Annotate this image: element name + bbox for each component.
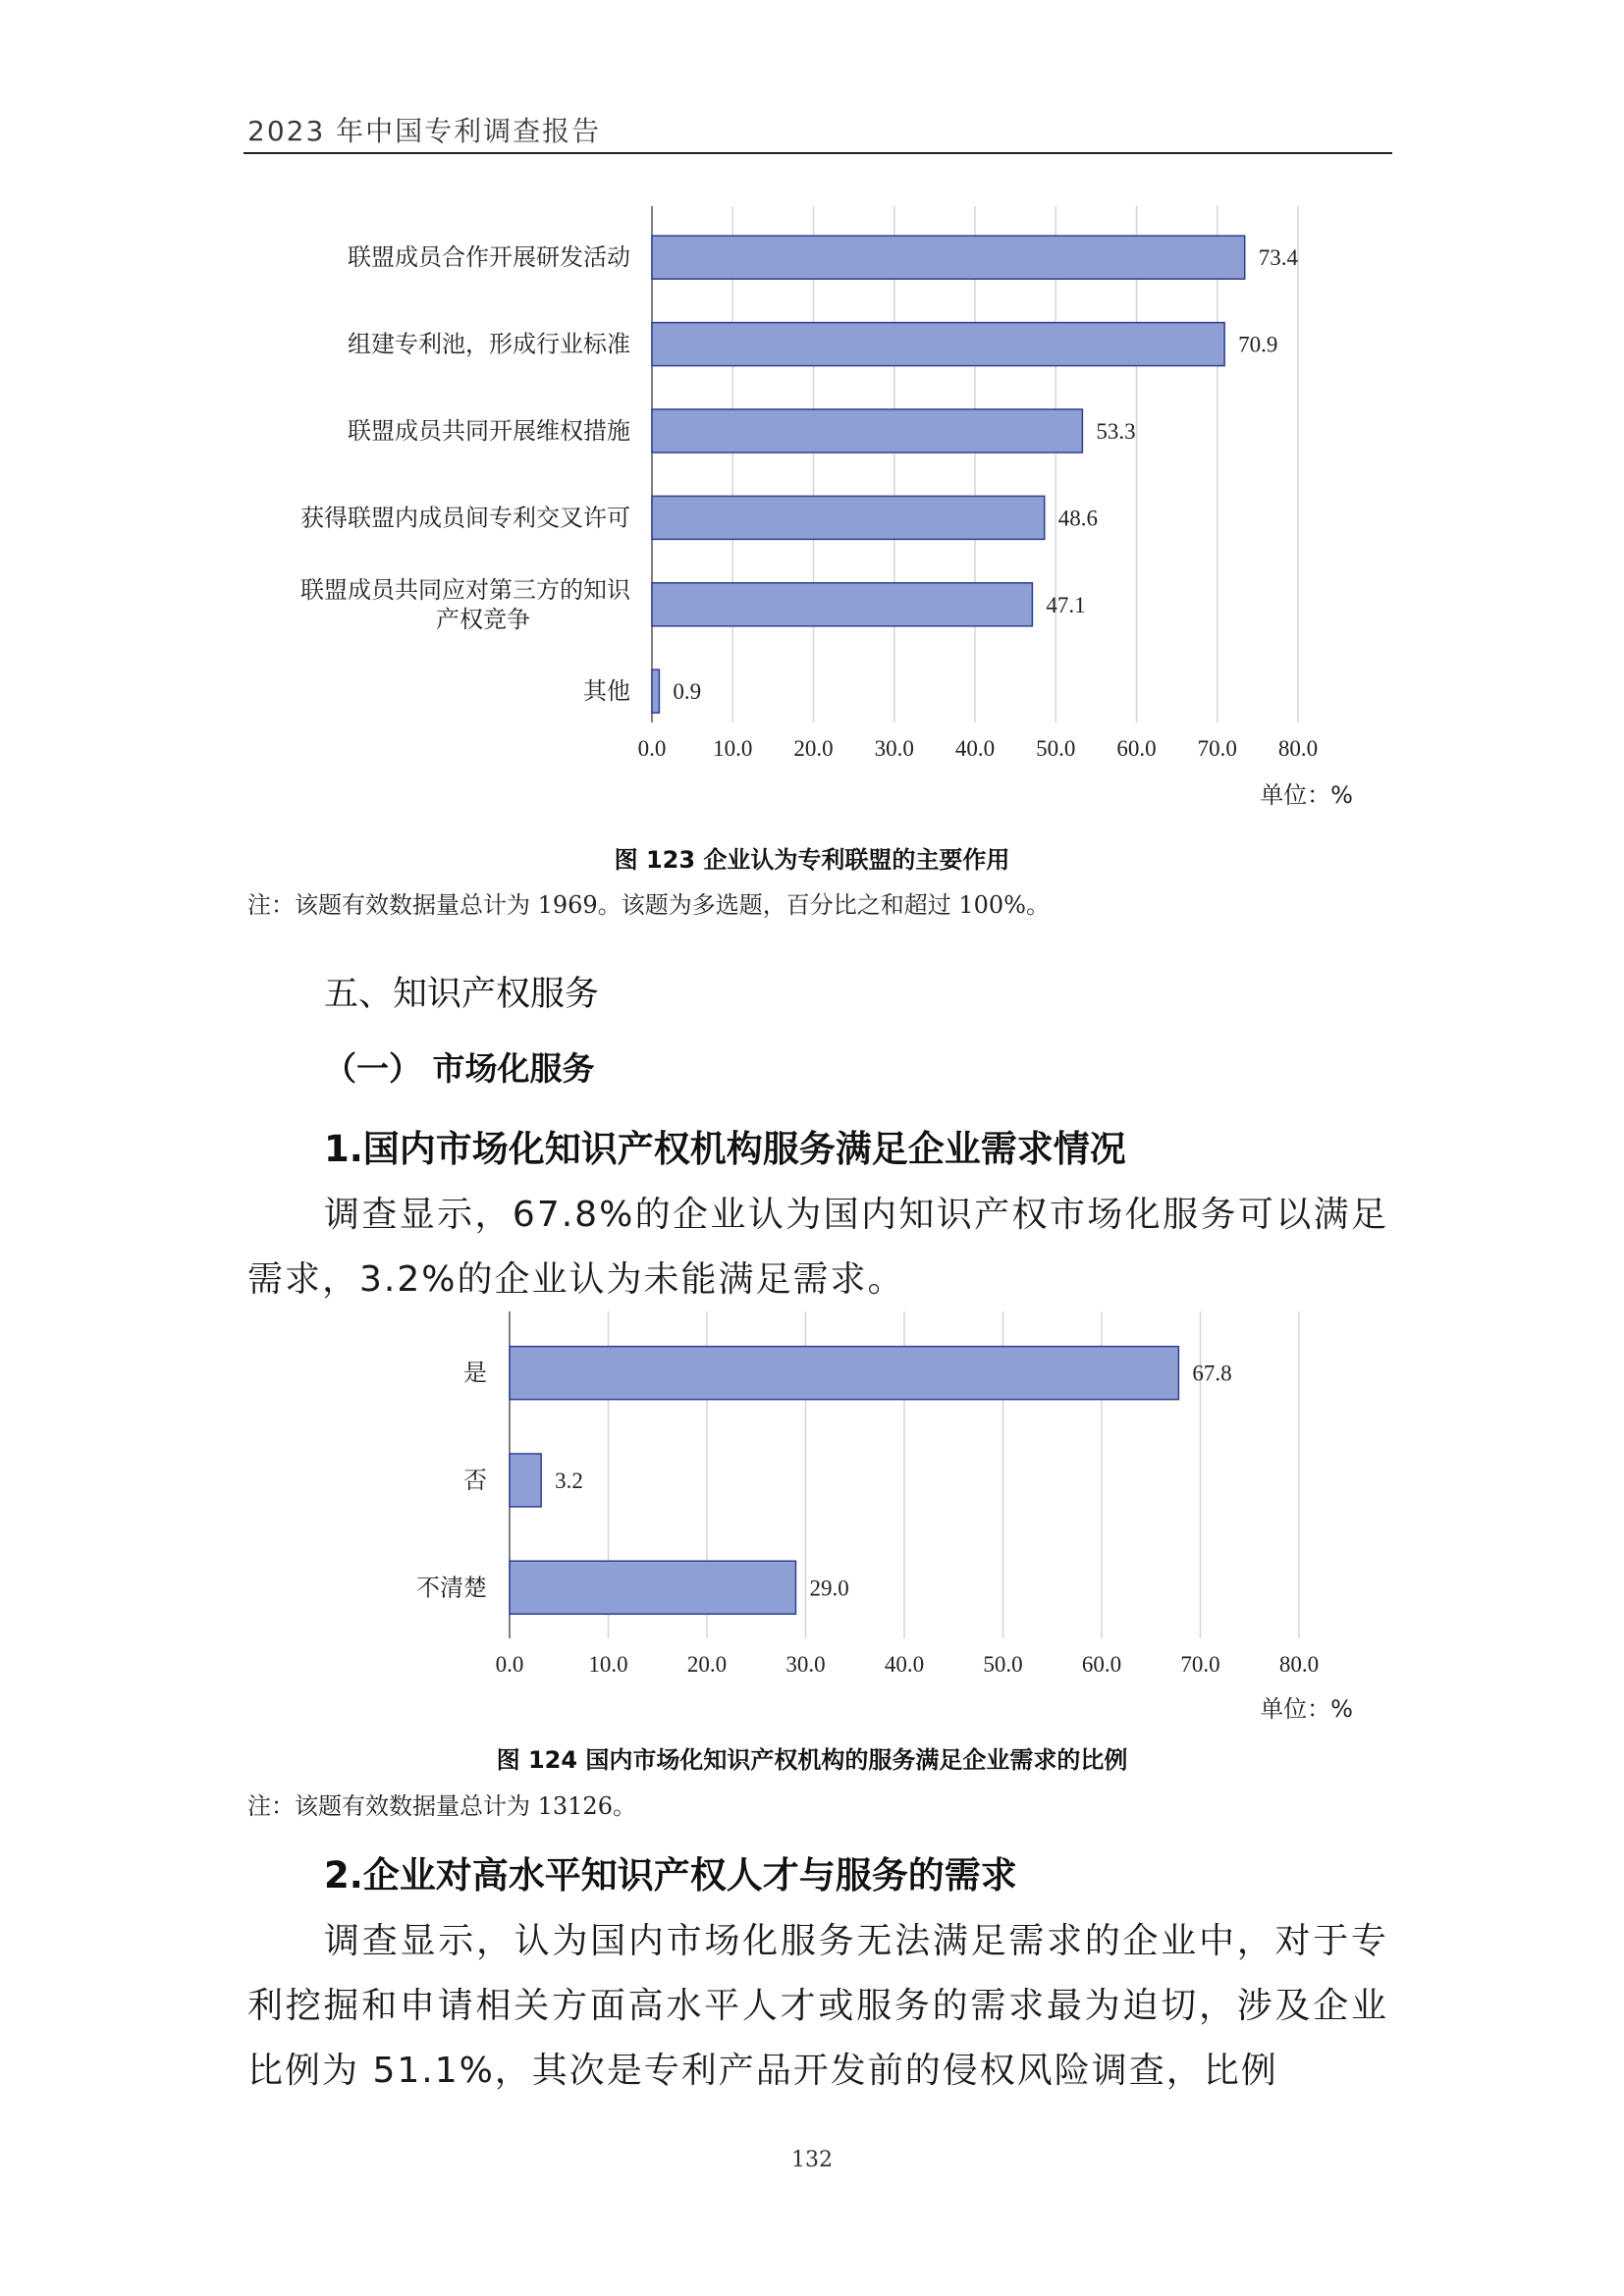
bar <box>652 323 1224 366</box>
data-label: 67.8 <box>1192 1361 1232 1386</box>
unit-label: 单位：% <box>1260 781 1353 809</box>
bar <box>652 496 1045 539</box>
figure-caption-124: 图 124 国内市场化知识产权机构的服务满足企业需求的比例 <box>496 1746 1128 1774</box>
data-label: 3.2 <box>555 1468 583 1493</box>
data-label: 70.9 <box>1238 332 1278 357</box>
x-tick-label: 60.0 <box>1081 1652 1122 1677</box>
bar <box>652 669 659 713</box>
x-tick-label: 40.0 <box>954 736 996 761</box>
data-label: 73.4 <box>1258 245 1298 271</box>
category-label: 联盟成员合作开展研发活动 <box>348 243 630 272</box>
category-label: 是 <box>463 1359 487 1387</box>
bar <box>510 1561 795 1614</box>
x-tick-label: 0.0 <box>637 736 667 761</box>
section-heading: 五、知识产权服务 <box>324 975 600 1014</box>
x-tick-label: 30.0 <box>874 736 914 761</box>
bar <box>652 583 1032 626</box>
figure-note-124: 注：该题有效数据量总计为 13126。 <box>247 1792 636 1820</box>
item2-paragraph: 调查显示，认为国内市场化服务无法满足需求的企业中，对于专利挖掘和申请相关方面高水平人才或服务的需求最为迫切，涉及企业比例为 51.1%，其次是专利产品开发前的侵权风险调查，比例 <box>247 1921 1388 2091</box>
x-tick-label: 70.0 <box>1180 1652 1220 1677</box>
category-label: 其他 <box>583 677 630 706</box>
x-tick-label: 10.0 <box>588 1652 628 1677</box>
x-tick-label: 50.0 <box>1036 736 1076 761</box>
category-label: 获得联盟内成员间专利交叉许可 <box>300 504 630 532</box>
category-label: 不清楚 <box>416 1574 487 1602</box>
figure-note-123: 注：该题有效数据量总计为 1969。该题为多选题，百分比之和超过 100%。 <box>247 891 1050 919</box>
category-label: 联盟成员共同开展维权措施 <box>348 417 630 445</box>
x-tick-label: 0.0 <box>495 1652 524 1677</box>
item2-heading: 2.企业对高水平知识产权人才与服务的需求 <box>324 1854 1017 1896</box>
data-label: 29.0 <box>809 1575 849 1601</box>
x-tick-label: 70.0 <box>1197 736 1237 761</box>
x-tick-label: 80.0 <box>1277 736 1319 761</box>
chart-1-group <box>300 206 1353 809</box>
x-tick-label: 10.0 <box>713 736 753 761</box>
data-label: 47.1 <box>1046 592 1086 617</box>
item1-heading: 1.国内市场化知识产权机构服务满足企业需求情况 <box>324 1128 1126 1170</box>
category-label: 联盟成员共同应对第三方的知识 <box>300 575 630 604</box>
x-tick-label: 80.0 <box>1278 1652 1320 1677</box>
x-tick-label: 30.0 <box>785 1652 826 1677</box>
item1-paragraph: 调查显示，67.8%的企业认为国内知识产权市场化服务可以满足需求，3.2%的企业认为未能满足需求。 <box>247 1195 1388 1300</box>
x-tick-label: 50.0 <box>983 1652 1023 1677</box>
bar <box>510 1454 541 1507</box>
chart-2-group <box>416 1311 1353 1723</box>
x-tick-label: 60.0 <box>1116 736 1157 761</box>
figure-caption-123: 图 123 企业认为专利联盟的主要作用 <box>614 846 1010 874</box>
x-tick-label: 20.0 <box>686 1652 728 1677</box>
category-label: 否 <box>463 1466 487 1494</box>
data-label: 0.9 <box>673 679 702 705</box>
unit-label: 单位：% <box>1260 1695 1353 1723</box>
data-label: 53.3 <box>1096 419 1136 444</box>
bar <box>510 1347 1178 1400</box>
bar <box>652 409 1082 453</box>
subsection-heading: （一） 市场化服务 <box>324 1049 595 1088</box>
bar <box>652 236 1245 279</box>
category-label: 产权竞争 <box>436 605 530 633</box>
page-number: 132 <box>791 2148 833 2172</box>
running-header: 2023 年中国专利调查报告 <box>247 115 602 147</box>
x-tick-label: 40.0 <box>884 1652 925 1677</box>
x-tick-label: 20.0 <box>793 736 834 761</box>
data-label: 48.6 <box>1057 506 1098 531</box>
category-label: 组建专利池，形成行业标准 <box>348 330 630 358</box>
